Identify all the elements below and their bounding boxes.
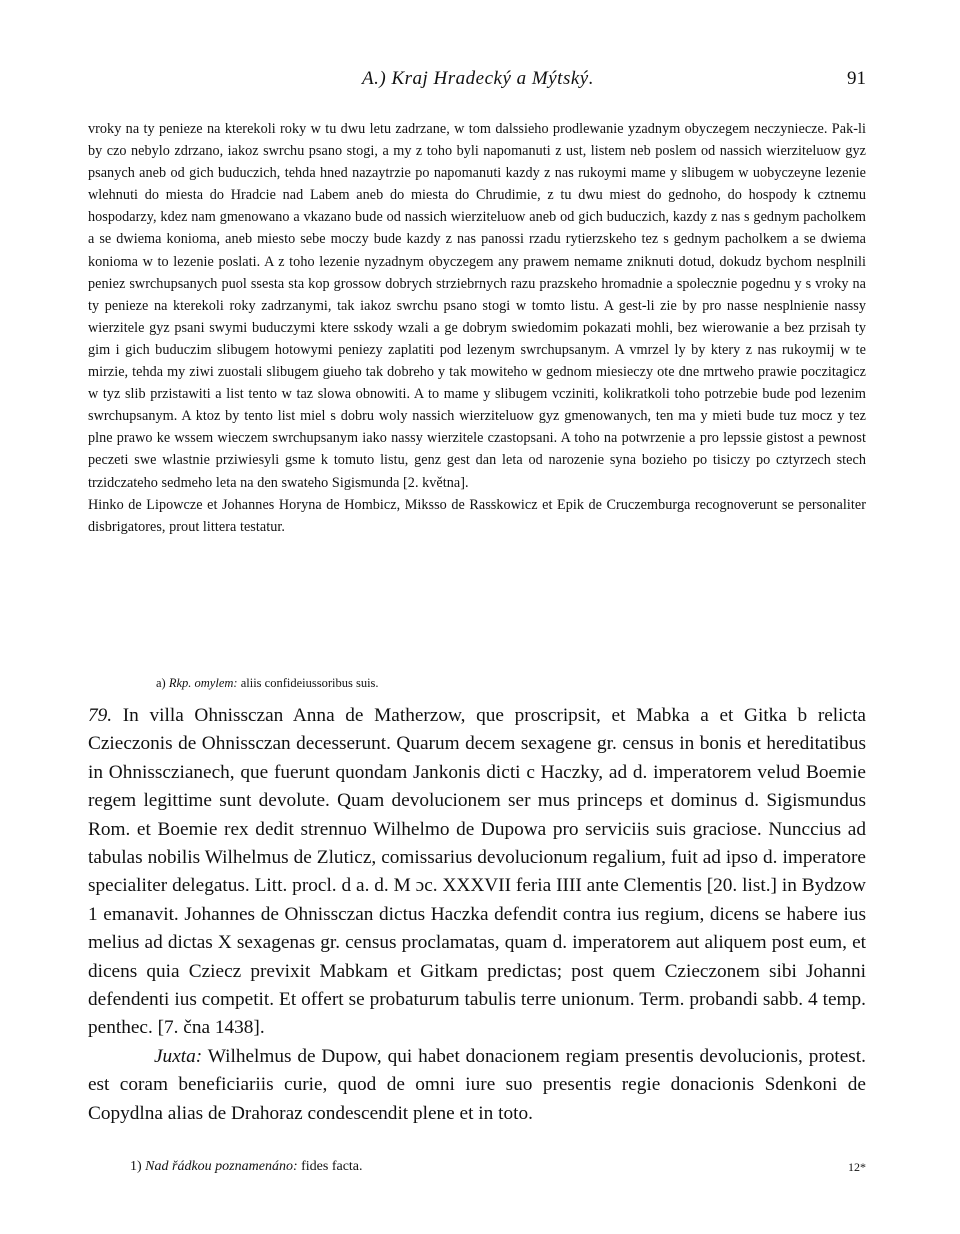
entry-main-paragraph xyxy=(88,702,866,1043)
footnote-1-label: Nad řádkou poznamenáno: xyxy=(145,1159,298,1174)
footnote-1-text: fides facta. xyxy=(301,1159,363,1174)
footnote-a-marker: a) xyxy=(156,676,166,690)
footnote-a-text: aliis confideiussoribus suis. xyxy=(240,676,379,690)
footnote-1 xyxy=(130,1158,690,1176)
charter-text-block xyxy=(88,118,866,538)
printer-signature-mark: 12* xyxy=(848,1160,866,1174)
running-head: A.) Kraj Hradecký a Mýtský. xyxy=(362,68,594,89)
witness-line: Hinko de Lipowcze et Johannes Horyna de Hombicz, Miksso de Rasskowicz et Epik de Cruczemburga recognoverunt se personaliter disbrigatores, prout littera testatur. xyxy=(88,496,866,535)
page-number: 91 xyxy=(847,68,866,89)
entry-body: In villa Ohnissczan Anna de Matherzow, que proscripsit, et Mabka a et Gitka b relicta Czieczonis de Ohnissczan decesserunt. Quarum decem sexagene gr. census in bonis et hereditatibus in Ohnissczianech, que fuerunt quondam Jankonis dicti c Haczky, ad d. imperatorem velud Boemie regem legittime sunt devolute. Quam devolucionem ser mus princeps et dominus d. Sigismundus Rom. et Boemie rex dedit strennuo Wilhelmo de Dupowa pro serviciis suis graciose. Nunccius ad tabulas nobilis Wilhelmus de Zluticz, comissarius devolucionum regalium, fuit ad ipso d. imperatore specialiter delegatus. Litt. procl. d a. d. M ɔc. XXXVII feria IIII ante Clementis [20. list.] in Bydzow 1 emanavit. Johannes de Ohnissczan dictus Haczka defendit contra ius regium, dicens se habere ius melius ad dictas X sexagenas gr. census proclamatas, quam d. imperatorem aut aliquem post eum, et dicens quia Cziecz previxit Mabkam et Gitkam predictas; post quem Czieczonem sibi Johanni defendenti ius competit. Et offert se probaturum tabulis terre unionum. Term. probandi sabb. 4 temp. penthec. [7. čna 1438]. xyxy=(88,705,866,1039)
page-header xyxy=(90,68,866,98)
footnote-a-label: Rkp. omylem: xyxy=(168,676,238,690)
juxta-lead: Juxta: xyxy=(154,1045,203,1067)
footnote-1-marker: 1) xyxy=(130,1159,142,1174)
footnote-a xyxy=(156,674,856,692)
charter-paragraph: vroky na ty penieze na kterekoli roky w tu dwu letu zadrzane, w tom dalssieho prodlewanie yzadnym obyczegem neczyniecze. Pak-li by czo nebylo zdrzano, iakoz swrchu psano stogi, a my z toho byli napomanuti z ust, listem neb poslem od nassich wierziteluow gyz psanych aneb od gich buduczich, tehda hned nazaytrzie po napomanuti kazdy z nas rukoymi mame y slibugem w uobyczeyne lezenie wlehnuti do miesta do Hradcie nad Labem aneb do miesta do Chrudimie, z tu dwu miest do gednoho, do hospody k cztnemu hospodarzy, kdez nam gmenowano a vkazano bude od nassich wierziteluow aneb od gich buduczich, kazdy z nas s gednym pacholkem a se dwiema konioma, aneb miesto sebe moczy bude kazdy z nas panossi rzadu rytierzskeho tez s gednym pacholkem a se dwiema konioma w to lezenie poslati. A z toho lezenie nyzadnym obyczegem any prawem nemame zniknuti dotud, dokudz bychom nesplnili peniez swrchupsanych puol ssesta sta kop grossow dobrych strziebrnych razu prazskeho hromadnie a spolecznie pogednu y s vroky na ty penieze na kterekoli roky zadrzanymi, tak iakoz swrchu psano stogi w tomto listu. A gest-li zie by pro nasse nesplnienie nassy wierzitele gyz psani swymi buduczymi ktere sskody wzali a ge dobrym swiedomim pokazati mohli, bez wierowanie a bez przisah ty gim i gich buduczim slibugem hotowymi peniezy zaplatiti pod lezenym swrchupsanym. A vmrzel ly by ktery z nas rukoymij w te mirzie, tehda my ziwi zuostali slibugem giueho tak dobreho y tak mowiteho w gednom miesieczy ote dne mrtweho prawie poczitagicz w tyz slib przistawiti a list tento w taz slowa obnowiti. A to mame y slibugem vcziniti, kolikratkoli toho potrzebie bude pod lezenim swrchupsanym. A ktoz by tento list miel s dobru woly nassich wierziteluow gyz gmenowanych, ten ma y mieti bude tuz mocz y tez plne prawo ke wssem wieczem swrchupsanym iako nassy wierzitele czastopsani. A toho na potwrzenie a pro lepssie gistost a pewnost peczeti swe wlastnie prziwiesyli gsme k tomuto listu, genz gest dan leta od narozenie syna bozieho po tisiczy po cztyrzech stech trzidczateho sedmeho leta na den swateho Sigismunda [2. května]. xyxy=(88,121,866,491)
juxta-text: Wilhelmus de Dupow, qui habet donacionem regiam presentis devolucionis, protest. est coram beneficiariis curie, quod de omni iure suo presentis regie donacionis Sdenkoni de Copydlna alias de Drahoraz condescendit plene et in toto. xyxy=(88,1045,866,1124)
entry-79 xyxy=(88,702,866,1128)
juxta-paragraph xyxy=(88,1043,866,1128)
entry-number: 79. xyxy=(88,705,113,726)
